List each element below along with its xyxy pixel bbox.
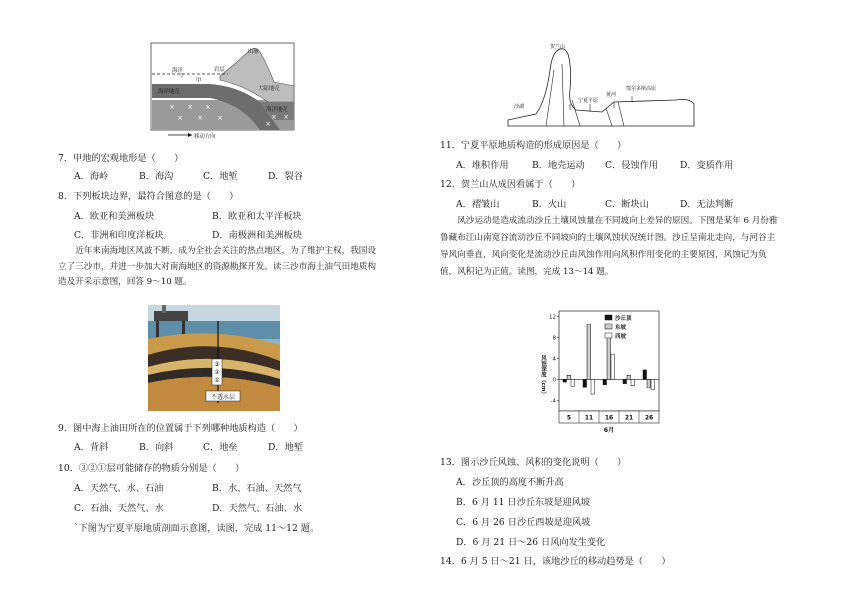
chart-bar <box>583 379 587 387</box>
svg-text:×: × <box>187 103 193 111</box>
chart-y-tick-label: 8 <box>552 335 556 342</box>
q10-option-b: B．水、石油、天然气 <box>212 483 302 494</box>
oil-field-figure <box>148 305 280 411</box>
chart-legend-swatch <box>605 333 612 338</box>
svg-text:×: × <box>265 120 271 128</box>
q12-stem: 12．贺兰山从成因看属于（ ） <box>440 179 581 190</box>
fig3-ordos-label: 鄂尔多斯高原 <box>626 86 657 92</box>
fig1-move-dir-label: 移动方向 <box>194 134 216 140</box>
q11-option-c: C．侵蚀作用 <box>605 160 658 171</box>
svg-text:×: × <box>271 113 277 121</box>
chart-bar <box>623 379 627 383</box>
q11-option-a: A．堆积作用 <box>456 160 509 171</box>
q7-option-b: B．海沟 <box>139 171 174 182</box>
chart-y-tick-label: 0 <box>552 377 556 384</box>
chart-y-tick-label: -4 <box>550 398 556 405</box>
svg-text:×: × <box>169 103 175 111</box>
chart-category-label: 16 <box>604 414 614 422</box>
chart-category-label: 21 <box>624 414 634 422</box>
q9-stem: 9．图中海上油田所在的位置属于下列哪种地质构造（ ） <box>58 423 303 434</box>
q10-option-a: A．天然气、水、石油 <box>74 483 164 494</box>
q8-option-b: B．欧亚和太平洋板块 <box>212 211 302 222</box>
fig3-ningxia-label: 宁夏平原 <box>578 98 599 104</box>
chart-x-axis-label: 6月 <box>603 427 615 434</box>
chart-legend-label: 西坡 <box>615 334 627 340</box>
fig2-layer-2-label: ② <box>214 369 220 376</box>
chart-legend-label: 沙丘顶 <box>615 316 632 322</box>
q8-option-d: D．南极洲和美洲板块 <box>212 230 303 241</box>
fig3-shahu-label: 沙湖 <box>514 104 525 110</box>
q11-stem: 11．宁夏平原地质构造的形成原因是（ ） <box>440 140 627 151</box>
q7-stem: 7．甲地的宏观地形是（ ） <box>58 153 184 164</box>
chart-bar <box>643 370 647 379</box>
svg-text:×: × <box>177 114 183 122</box>
svg-text:×: × <box>205 103 211 111</box>
chart-category-label: 26 <box>644 414 654 422</box>
q7-option-c: C．地堑 <box>203 171 238 182</box>
q13-option-d: D．6 月 21 日～26 日风向发生变化 <box>456 537 606 548</box>
fig1-mountain-label: 山脉 <box>248 49 259 55</box>
q13-option-c: C．6 月 26 日沙丘西坡是迎风坡 <box>456 517 591 528</box>
q7-option-a: A．海岭 <box>74 171 109 182</box>
q7-option-d: D．裂谷 <box>268 171 303 182</box>
chart-y-tick-label: 12 <box>549 314 556 321</box>
fig3-huanghe-label: 黄河 <box>606 92 617 98</box>
fig1-jia-label: 甲 <box>196 78 202 84</box>
fig1-ocean-crust-left-label: 海洋地壳 <box>158 89 180 95</box>
svg-text:×: × <box>283 113 289 121</box>
chart-category-label: 5 <box>566 414 572 422</box>
fig1-continent-crust-label: 大陆地壳 <box>258 86 280 92</box>
q8-stem: 8．下列板块边界，最符合图意的是（ ） <box>58 191 239 202</box>
q10-option-c: C．石油、天然气、水 <box>74 503 164 514</box>
chart-bar <box>587 324 591 379</box>
q11-option-d: D．变质作用 <box>680 160 734 171</box>
chart-legend-swatch <box>605 324 612 329</box>
svg-text:▽: ▽ <box>180 73 184 79</box>
q9-option-c: C．地垒 <box>203 442 238 453</box>
q11-option-b: B．地壳运动 <box>532 160 585 171</box>
q12-option-d: D．无法判断 <box>680 199 734 210</box>
chart-bar <box>571 379 575 386</box>
q10-option-d: D．天然气、石油、水 <box>212 503 303 514</box>
q8-option-a: A．欧亚和美洲板块 <box>74 211 155 222</box>
chart-y-tick-label: 4 <box>552 356 556 363</box>
intro-9-10: 近年来南海地区风波不断，成为全社会关注的热点地区，为了维护主权，我国设立了三沙市，并进一步加大对南海地区的资源勘探开发。读三沙市海上油气田地质构造及开采示意图，回答 9～10 题。 <box>58 246 376 287</box>
fig2-base-label: 不透水层 <box>210 394 236 401</box>
svg-text:×: × <box>217 114 223 122</box>
chart-bar <box>631 379 635 385</box>
chart-legend-label: 东坡 <box>615 325 627 331</box>
q14-stem: 14．6 月 5 日～21 日，该地沙丘的移动趋势是（ ） <box>440 556 671 567</box>
intro-13-14: 风沙运动是造成流动沙丘土壤风蚀量在不同坡向上差异的原因。下图是某年 6 月份雅鲁藏布江山南宽谷流动沙丘不同坡向的土壤风蚀状况统计图。沙丘呈南北走向，与河谷主导风向垂直，风向变化是流动沙丘由风蚀作用向风积作用变化的主要原因，风蚀记为负值，风积记为正值。读图，完成 13～14 题。 <box>440 216 778 277</box>
q12-option-a: A．褶皱山 <box>456 199 500 210</box>
fig1-sea-label: 海洋 <box>172 68 183 74</box>
chart-bar <box>567 375 571 379</box>
q12-option-c: C．断块山 <box>605 199 649 210</box>
chart-bar <box>591 379 595 394</box>
q12-option-b: B．火山 <box>532 199 567 210</box>
chart-bar <box>627 375 631 379</box>
intro-11-12: `下图为宁夏平原地质剖面示意图，读图，完成 11～12 题。 <box>74 523 320 534</box>
chart-bar <box>603 379 607 384</box>
q8-option-c: C．非洲和印度洋板块 <box>74 230 164 241</box>
fig2-layer-1-label: ① <box>214 377 220 384</box>
q13-option-b: B．6 月 11 日沙丘东坡是迎风坡 <box>456 497 591 508</box>
chart-y-axis-label: 风蚀深度（cm） <box>540 355 546 397</box>
chart-bar <box>607 334 611 379</box>
chart-bar <box>651 379 655 389</box>
ningxia-profile-figure <box>506 40 696 130</box>
q9-option-a: A．背斜 <box>74 442 109 453</box>
q13-option-a: A．沙丘顶的高度不断升高 <box>456 477 564 488</box>
plate-boundary-figure <box>150 42 300 142</box>
svg-text:×: × <box>197 114 203 122</box>
chart-bar <box>563 379 567 382</box>
q9-option-d: D．地堑 <box>268 442 303 453</box>
chart-category-label: 11 <box>584 414 594 422</box>
q10-stem: 10．③②①层可能储存的物质分别是（ ） <box>58 463 245 474</box>
fig3-helan-label: 贺兰山 <box>550 44 566 50</box>
q9-option-b: B．向斜 <box>139 442 174 453</box>
chart-legend-swatch <box>605 315 612 320</box>
wind-erosion-chart <box>533 305 665 447</box>
fig1-rock-layer-label: 岩层 <box>214 67 225 73</box>
chart-bar <box>647 379 651 387</box>
q13-stem: 13．图示沙丘风蚀、风积的变化说明（ ） <box>440 457 627 468</box>
chart-bar <box>611 354 615 379</box>
fig1-ocean-crust-right-label: 海洋地壳 <box>266 107 288 113</box>
fig2-layer-3-label: ③ <box>214 361 220 368</box>
